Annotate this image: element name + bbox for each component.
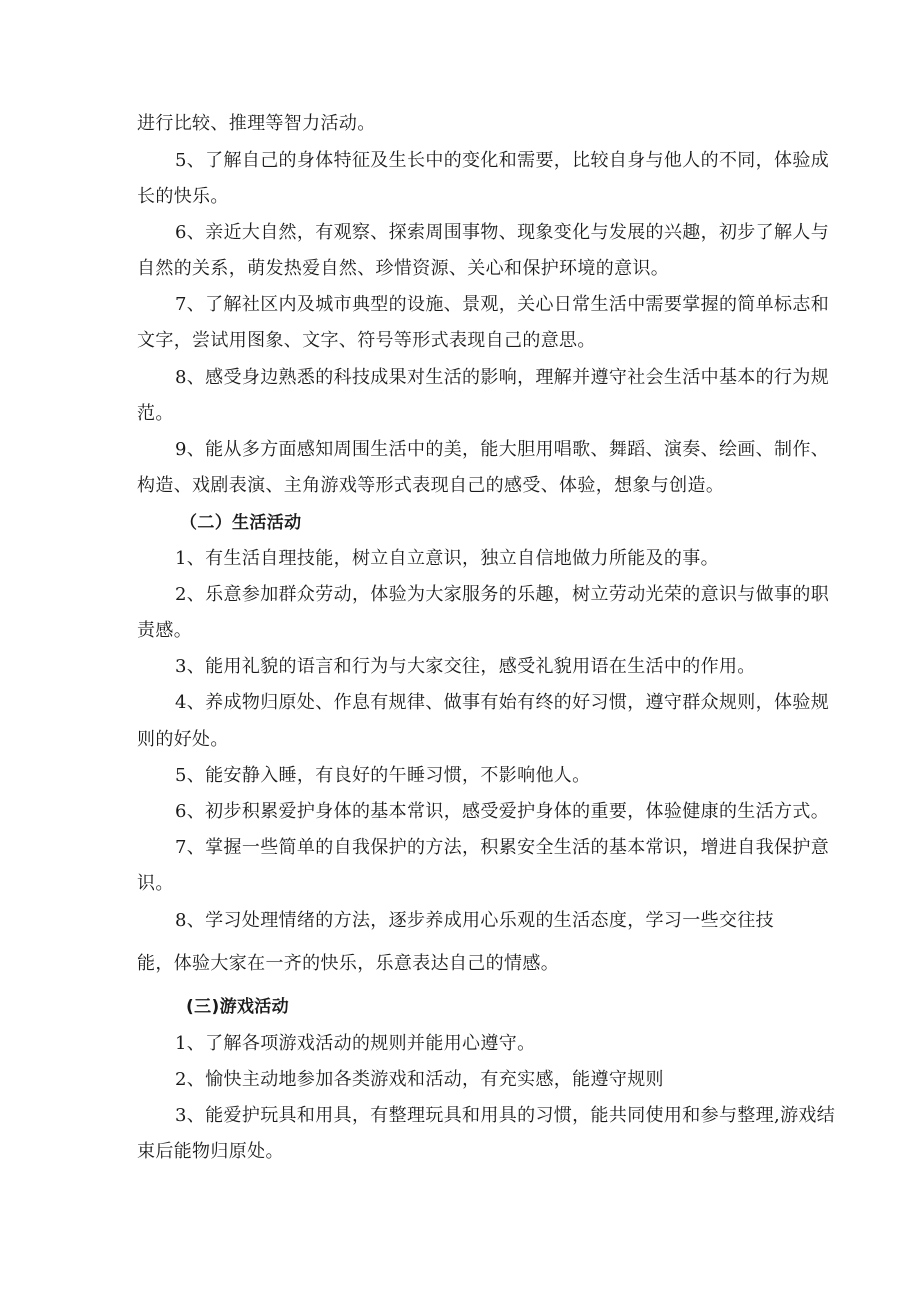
text-line: 7、掌握一些简单的自我保护的方法，积累安全生活的基本常识，增进自我保护意 (175, 837, 830, 858)
text-line: 4、养成物归原处、作息有规律、做事有始有终的好习惯，遵守群众规则，体验规 (175, 692, 830, 713)
text-line: 8、学习处理情绪的方法，逐步养成用心乐观的生活态度，学习一些交往技 (175, 910, 774, 931)
text-line: 识。 (137, 873, 174, 894)
text-line: 8、感受身边熟悉的科技成果对生活的影响，理解并遵守社会生活中基本的行为规 (175, 367, 830, 388)
section-heading-life-activities: （二）生活活动 (180, 513, 302, 533)
text-line: 3、能用礼貌的语言和行为与大家交往，感受礼貌用语在生活中的作用。 (175, 656, 756, 677)
text-line: 2、乐意参加群众劳动，体验为大家服务的乐趣，树立劳动光荣的意识与做事的职 (175, 584, 830, 605)
text-line: 7、了解社区内及城市典型的设施、景观，关心日常生活中需要掌握的简单标志和 (175, 294, 830, 315)
text-line: 9、能从多方面感知周围生活中的美，能大胆用唱歌、舞蹈、演奏、绘画、制作、 (175, 439, 830, 460)
text-line: 范。 (137, 403, 174, 424)
text-line: 3、能爱护玩具和用具，有整理玩具和用具的习惯，能共同使用和参与整理,游戏结 (175, 1105, 836, 1126)
text-line: 束后能物归原处。 (137, 1141, 284, 1162)
text-line: 则的好处。 (137, 729, 229, 750)
text-line: 长的快乐。 (137, 186, 229, 207)
text-line: 1、有生活自理技能，树立自立意识，独立自信地做力所能及的事。 (175, 548, 719, 569)
section-heading-game-activities: (三)游戏活动 (186, 997, 289, 1017)
text-line: 责感。 (137, 620, 193, 641)
text-line: 1、了解各项游戏活动的规则并能用心遵守。 (175, 1033, 536, 1054)
text-line: 5、了解自己的身体特征及生长中的变化和需要，比较自身与他人的不同，体验成 (175, 150, 830, 171)
text-line: 2、愉快主动地参加各类游戏和活动，有充实感，能遵守规则 (175, 1069, 664, 1090)
text-line: 6、初步积累爱护身体的基本常识，感受爱护身体的重要，体验健康的生活方式。 (175, 801, 830, 822)
text-line: 6、亲近大自然，有观察、探索周围事物、现象变化与发展的兴趣，初步了解人与 (175, 222, 830, 243)
text-line: 自然的关系，萌发热爱自然、珍惜资源、关心和保护环境的意识。 (137, 258, 670, 279)
text-line: 文字，尝试用图象、文字、符号等形式表现自己的意思。 (137, 330, 596, 351)
text-line: 5、能安静入睡，有良好的午睡习惯，不影响他人。 (175, 765, 591, 786)
text-line: 进行比较、推理等智力活动。 (137, 113, 376, 134)
text-line: 构造、戏剧表演、主角游戏等形式表现自己的感受、体验，想象与创造。 (137, 475, 725, 496)
text-line: 能，体验大家在一齐的快乐，乐意表达自己的情感。 (137, 953, 560, 974)
